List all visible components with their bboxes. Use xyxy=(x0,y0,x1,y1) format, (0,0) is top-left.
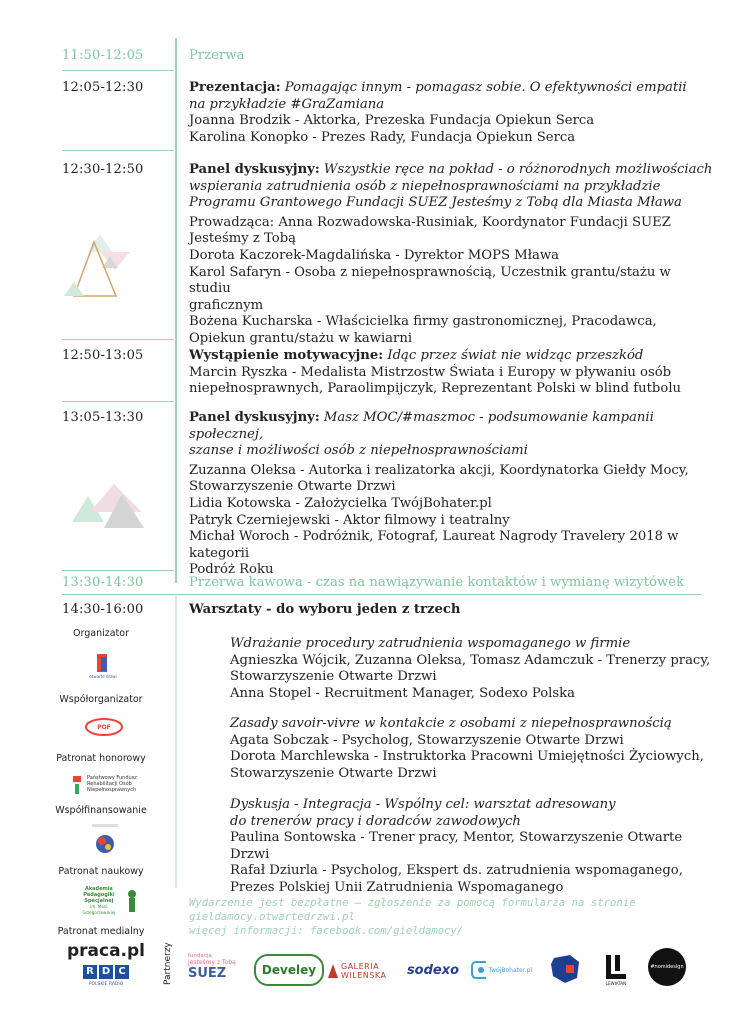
session-presentation xyxy=(189,80,714,146)
workshop-2 xyxy=(230,716,720,782)
speaker: Michał Woroch - Podróżnik, Fotograf, Laureat Nagrody Travelery 2018 w kategorii xyxy=(189,529,679,561)
speaker: Karol Safaryn - Osoba z niepełnosprawnością, Uczestnik grantu/stażu w studiu xyxy=(189,264,671,297)
session-title: Idąc przez świat nie widząc przeszkód xyxy=(387,348,644,363)
time-slot: 12:50-13:05 xyxy=(62,348,144,363)
footer-note: Wydarzenie jest bezpłatne – zgłoszenie za pomocą formularza na stronie gieldamocy.otwartedrzwi.pl więcej informacji: facebook.com/gieldamocy/ xyxy=(189,896,709,938)
speaker: Agata Sobczak - Psycholog, Stowarzyszenie Otwarte Drzwi xyxy=(230,732,624,748)
divider xyxy=(62,401,174,402)
workshop-title: Zasady savoir-vivre w kontakcie z osobami z niepełnosprawnością xyxy=(230,716,672,731)
label-patronat-honorowy: Patronat honorowy xyxy=(56,753,146,764)
triangle-decoration-icon xyxy=(66,482,156,532)
facebook-link[interactable]: więcej informacji: facebook.com/gieldamocy/ xyxy=(189,925,464,937)
time-slot: 12:30-12:50 xyxy=(62,162,144,177)
speaker: Stowarzyszenie Otwarte Drzwi xyxy=(189,479,396,495)
galeria-emblem-icon xyxy=(328,964,338,978)
workshops-heading: Warsztaty - do wyboru jeden z trzech xyxy=(189,602,461,617)
speaker: Agnieszka Wójcik, Zuzanna Oleksa, Tomasz Adamczuk - Trenerzy pracy, xyxy=(230,652,711,668)
speaker: Jesteśmy z Tobą xyxy=(189,231,297,247)
label-wspolorganizator: Współorganizator xyxy=(59,694,143,705)
speaker: Anna Stopel - Recruitment Manager, Sodexo Polska xyxy=(230,685,575,701)
session-type: Wystąpienie motywacyjne: xyxy=(189,348,384,363)
time-slot: 12:05-12:30 xyxy=(62,80,144,95)
pof-logo: POF xyxy=(84,716,124,738)
time-slot: 11:50-12:05 xyxy=(62,48,144,63)
speaker: Opiekun grantu/stażu w kawiarni xyxy=(189,330,413,346)
registration-link[interactable]: gieldamocy.otwartedrzwi.pl xyxy=(189,911,355,923)
partners-label: Partnerzy xyxy=(163,942,173,985)
speaker: Dorota Marchlewska - Instruktorka Pracowni Umiejętności Życiowych, xyxy=(230,749,704,765)
speaker: Rafał Dziurla - Psycholog, Ekspert ds. zatrudnienia wspomaganego, xyxy=(230,863,683,879)
session-title: Programu Grantowego Fundacji SUEZ Jesteśmy z Tobą dla Miasta Mława xyxy=(189,195,682,211)
speaker: Joanna Brodzik - Aktorka, Prezeska Fundacja Opiekun Serca xyxy=(189,113,595,129)
lewiatan-emblem-icon xyxy=(603,953,629,981)
break-label: Przerwa xyxy=(189,48,245,63)
label-organizator: Organizator xyxy=(73,628,129,639)
speaker: graficznym xyxy=(189,297,264,313)
session-title: wspierania zatrudnienia osób z niepełnosprawnościami na przykładzie xyxy=(189,178,661,194)
workshop-title: do trenerów pracy i doradców zawodowych xyxy=(230,813,521,829)
timeline-line-lower xyxy=(175,596,177,888)
timeline-line xyxy=(175,38,177,583)
aps-emblem-icon xyxy=(124,888,138,914)
time-slot: 13:30-14:30 xyxy=(62,575,144,590)
speaker: niepełnosprawnych, Paraolimpijczyk, Reprezentant Polski w blind futbolu xyxy=(189,381,682,397)
workshop-title: Dyskusja - Integracja - Wspólny cel: warsztat adresowany xyxy=(230,797,616,812)
speaker: Stowarzyszenie Otwarte Drzwi xyxy=(230,669,437,685)
break-label: Przerwa kawowa - czas na nawiązywanie kontaktów i wymianę wizytówek xyxy=(189,575,685,590)
twojbohater-logo: TwójBohater.pl xyxy=(470,956,532,984)
session-panel-2 xyxy=(189,410,714,579)
session-title: Pomagając innym - pomagasz sobie. O efektywności empatii xyxy=(284,80,687,95)
speaker: Bożena Kucharska - Właścicielka firmy gastronomicznej, Pracodawca, xyxy=(189,314,657,330)
divider xyxy=(62,570,174,571)
session-title: Masz MOC/#maszmoc - podsumowanie kampanii społecznej, xyxy=(189,410,654,442)
session-type: Panel dyskusyjny: xyxy=(189,410,320,425)
speaker: Stowarzyszenie Otwarte Drzwi xyxy=(230,765,437,781)
speaker: Patryk Czerniejewski - Aktor filmowy i teatralny xyxy=(189,512,510,528)
divider xyxy=(62,70,174,71)
session-type: Panel dyskusyjny: xyxy=(189,162,320,177)
speaker: Prowadząca: Anna Rozwadowska-Rusiniak, Koordynator Fundacji SUEZ xyxy=(189,214,671,230)
label-wspolfinansowanie: Współfinansowanie xyxy=(55,805,147,816)
session-title: Wszystkie ręce na pokład - o różnorodnych możliwościach xyxy=(323,162,713,177)
speaker: Prezes Polskiej Unii Zatrudnienia Wspomaganego xyxy=(230,879,564,895)
develey-logo: Develey xyxy=(254,954,324,986)
speaker: Podróż Roku xyxy=(189,562,274,578)
speaker: Lidia Kotowska - Założycielka TwójBohater.pl xyxy=(189,495,492,511)
triangle-decoration-icon xyxy=(60,212,140,302)
otwarte-drzwi-logo: otwarte drzwi xyxy=(88,648,118,682)
time-slot: 14:30-16:00 xyxy=(62,602,144,617)
label-patronat-medialny: Patronat medialny xyxy=(57,926,145,937)
time-slot: 13:05-13:30 xyxy=(62,410,144,425)
session-title: na przykładzie #GraZamiana xyxy=(189,96,385,112)
workshop-3 xyxy=(230,797,720,897)
label-patronat-naukowy: Patronat naukowy xyxy=(58,866,144,877)
galeria-wilenska-logo: GALERIA WILEŃSKA xyxy=(328,958,398,984)
speaker: Karolina Konopko - Prezes Rady, Fundacja Opiekun Serca xyxy=(189,129,576,145)
speaker: Paulina Sontowska - Trener pracy, Mentor, Stowarzyszenie Otwarte Drzwi xyxy=(230,830,683,862)
pfron-emblem-icon xyxy=(70,773,84,795)
speaker: Dorota Kaczorek-Magdalińska - Dyrektor MOPS Mława xyxy=(189,247,559,263)
suez-logo: fundacja jesteśmy z Tobą SUEZ xyxy=(188,953,236,981)
praca-pl-logo: praca.pl xyxy=(66,941,146,961)
session-motivational xyxy=(189,348,714,398)
speaker: Marcin Ryszka - Medalista Mistrzostw Świata i Europy w pływaniu osób xyxy=(189,364,672,380)
cofinancing-logo xyxy=(90,822,120,860)
speaker: Zuzanna Oleksa - Autorka i realizatorka akcji, Koordynatorka Giełdy Mocy, xyxy=(189,462,689,478)
aps-logo: Akademia Pedagogiki Specjalnej im. Marii Grzegorzewskiej xyxy=(76,884,138,918)
lewiatan-logo: LEWIATAN xyxy=(598,950,634,988)
divider xyxy=(62,594,702,595)
session-title: szanse i możliwości osób z niepełnosprawnościami xyxy=(189,443,528,459)
nomidesign-logo: #nomidesign xyxy=(648,948,686,986)
session-type: Prezentacja: xyxy=(189,80,281,95)
puzw-logo xyxy=(548,952,582,986)
pfron-logo: Państwowy Fundusz Rehabilitacji Osób Niepełnosprawnych xyxy=(70,770,150,798)
rdc-sub: POLSKIE RADIO xyxy=(88,981,124,987)
divider xyxy=(62,150,174,151)
door-icon xyxy=(93,652,113,674)
workshop-1 xyxy=(230,636,720,702)
poland-map-icon xyxy=(548,952,582,986)
workshop-title: Wdrażanie procedury zatrudnienia wspomaganego w firmie xyxy=(230,636,631,651)
session-panel-1 xyxy=(189,162,714,348)
cofinancing-emblem-icon xyxy=(90,822,120,860)
divider xyxy=(62,339,174,340)
sodexo-logo: sodexo xyxy=(406,962,460,978)
rdc-logo: R D C xyxy=(82,964,130,980)
twojbohater-emblem-icon xyxy=(470,960,486,980)
